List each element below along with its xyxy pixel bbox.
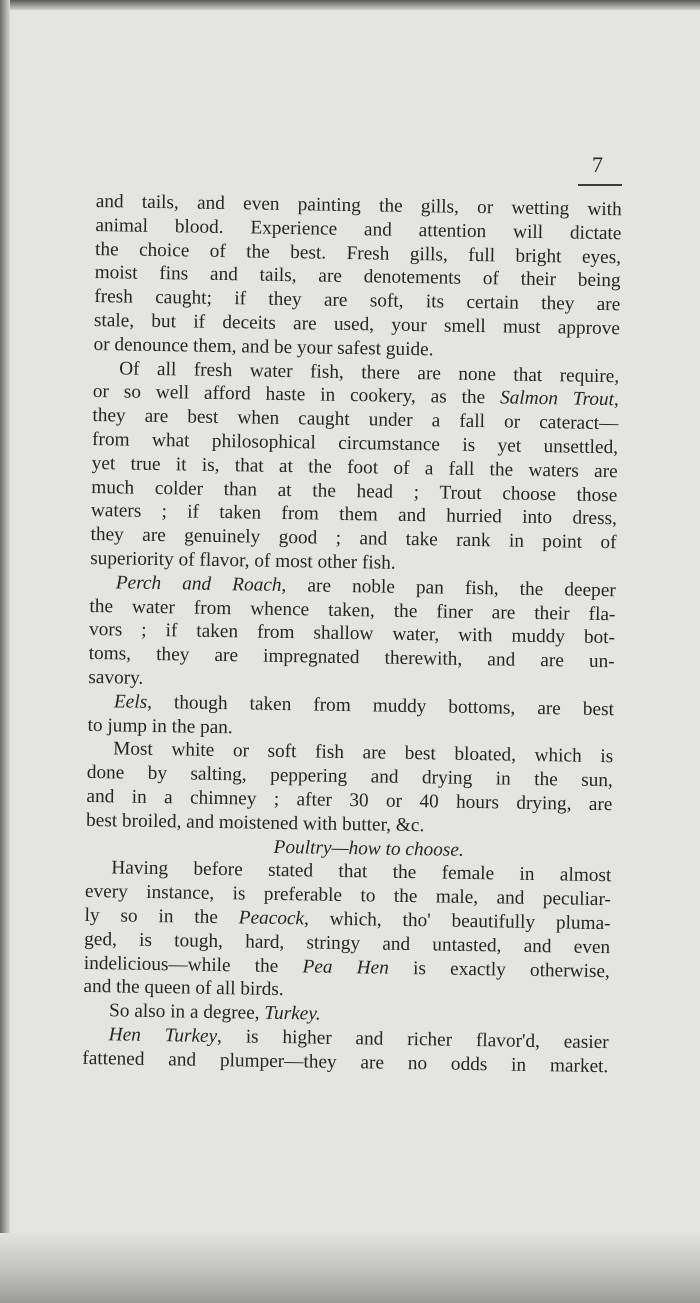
- line-text: toms, they are impregnated therewith, and are un-: [88, 643, 615, 673]
- line-text: Of all fresh water fish, there are none that require,: [119, 357, 620, 387]
- italic-text: Salmon Trout: [499, 387, 615, 411]
- line-text: to jump in the pan.: [87, 714, 233, 738]
- page-number: 7: [592, 152, 603, 177]
- line-text: best broiled, and moistened with butter, &c.: [85, 809, 425, 836]
- line-text: from what philosophical circumstance is yet unsettled,: [91, 428, 619, 459]
- line-text: superiority of flavor, of most other fish.: [90, 547, 396, 574]
- line-text: and the queen of all birds.: [83, 976, 284, 1001]
- italic-text: Turkey.: [264, 1002, 321, 1025]
- line-text: yet true it is, that at the foot of a fall the waters are: [91, 452, 618, 482]
- line-text: or so well afford haste in cookery, as the: [92, 381, 501, 409]
- italic-text: Pea Hen: [302, 955, 390, 979]
- line-text: animal blood. Experience and attention will dictate: [95, 214, 622, 245]
- line-text: done by salting, peppering and drying in the sun,: [86, 762, 613, 792]
- page-left-edge: [0, 0, 10, 1303]
- line-text: stale, but if deceits are used, your smell must approve: [93, 309, 621, 340]
- line-text: Most white or soft fish are best bloated, which is: [113, 738, 614, 768]
- page-top-edge: [0, 0, 700, 10]
- line-text: is exactly otherwise,: [388, 957, 610, 982]
- line-text: vors ; if taken from shallow water, with muddy bot-: [88, 619, 616, 649]
- line-text: much colder than at the head ; Trout choose those: [91, 476, 618, 506]
- body-text: [82, 190, 622, 1079]
- line-text: waters ; if taken from them and hurried into dress,: [90, 500, 618, 530]
- page-number-rule: [578, 184, 622, 186]
- line-text: ly so in the: [84, 904, 239, 929]
- line-text: fresh caught; if they are soft, its certain they are: [94, 286, 621, 316]
- line-text: the water from whence taken, the finer are their fla-: [89, 595, 616, 625]
- line-text: , are noble pan fish, the deeper: [281, 574, 616, 601]
- italic-text: Perch and Roach: [115, 572, 282, 596]
- italic-text: Hen Turkey: [108, 1024, 218, 1047]
- line-text: , which, tho' beautifully pluma-: [303, 908, 611, 935]
- line-text: or denounce them, and be your safest guide.: [93, 333, 434, 361]
- line-text: fattened and plumper—they are no odds in market.: [82, 1047, 609, 1077]
- line-text: , is higher and richer flavor'd, easier: [216, 1025, 609, 1054]
- line-text: moist fins and tails, are denotements of their being: [94, 262, 621, 292]
- line-text: and in a chimney ; after 30 or 40 hours drying, are: [86, 785, 613, 816]
- line-text: they are genuinely good ; and take rank in point of: [90, 524, 617, 554]
- italic-text: Peacock: [238, 907, 305, 930]
- line-text: ,: [613, 389, 619, 411]
- line-text: So also in a degree,: [108, 1000, 265, 1024]
- line-text: indelicious—while the: [83, 952, 303, 977]
- line-text: , though taken from muddy bottoms, are best: [147, 691, 615, 720]
- line-text: they are best when caught under a fall or cateract—: [92, 405, 619, 435]
- line-text: savory.: [88, 666, 144, 689]
- page-bottom-edge: [0, 1233, 700, 1303]
- line-text: ged, is tough, hard, stringy and untasted, and even: [84, 928, 611, 958]
- line-text: the choice of the best. Fresh gills, full bright eyes,: [94, 238, 622, 268]
- italic-text: Eels: [113, 691, 148, 713]
- italic-text: Poultry—how to choose.: [273, 836, 464, 861]
- line-text: every instance, is preferable to the male, and peculiar-: [84, 881, 612, 911]
- line-text: Having before stated that the female in almost: [111, 857, 612, 887]
- line-text: and tails, and even painting the gills, or wetting with: [95, 190, 622, 221]
